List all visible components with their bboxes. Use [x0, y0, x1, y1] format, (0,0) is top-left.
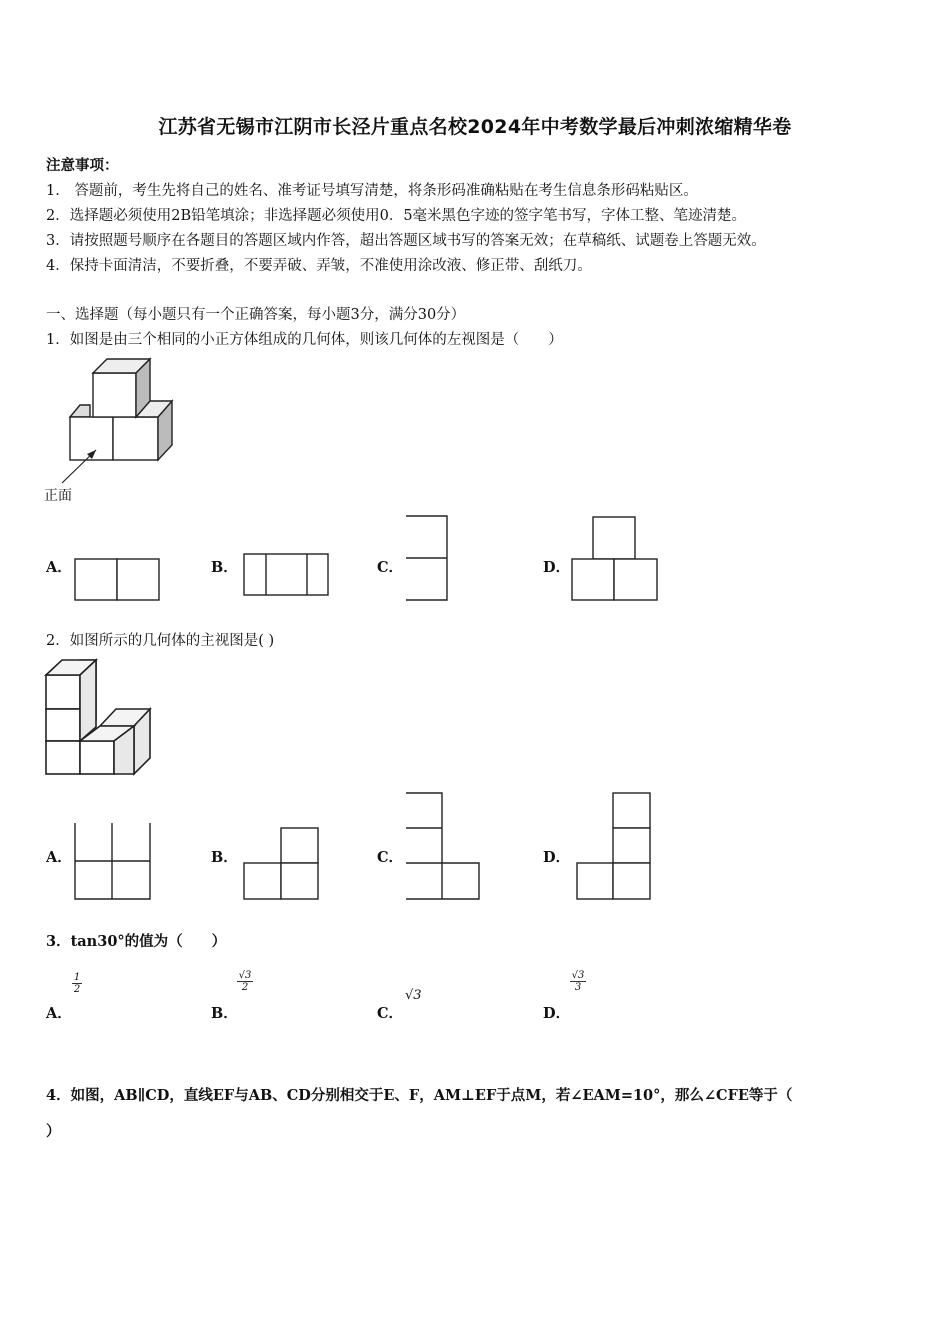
- q2-option-c[interactable]: C．: [377, 849, 404, 866]
- section-heading: 一、选择题（每小题只有一个正确答案，每小题3分，满分30分）: [46, 307, 466, 323]
- b-numerator: √3: [238, 970, 252, 981]
- q3-option-a-value: [72, 972, 82, 995]
- q3-option-b-value: [237, 970, 253, 993]
- q3-option-b[interactable]: B．: [211, 1005, 238, 1022]
- d-denominator: 3: [570, 981, 586, 993]
- q1-option-b[interactable]: B．: [211, 559, 238, 576]
- q2-option-b[interactable]: B．: [211, 849, 238, 866]
- question-2-text: 2．如图所示的几何体的主视图是( ): [46, 633, 275, 649]
- q2-option-b-figure: [243, 827, 321, 901]
- a-denominator: 2: [73, 984, 81, 995]
- q2-option-d[interactable]: D．: [543, 849, 571, 866]
- b-denominator: 2: [237, 981, 253, 993]
- q1-option-c-figure: [405, 515, 449, 601]
- q2-option-a[interactable]: A．: [46, 849, 72, 866]
- q2-option-c-figure: [405, 792, 483, 902]
- front-label: 正面: [44, 488, 72, 504]
- q1-option-b-figure: [243, 553, 329, 597]
- d-numerator: √3: [571, 970, 585, 981]
- q3-option-c[interactable]: C．: [377, 1005, 404, 1022]
- notice-item-3: 3．请按照题号顺序在各题目的答题区域内作答，超出答题区域书写的答案无效；在草稿纸、试题卷上答题无效。: [46, 233, 766, 249]
- notice-heading: 注意事项：: [46, 157, 119, 174]
- question-1-text: 1．如图是由三个相同的小正方体组成的几何体，则该几何体的左视图是（ ）: [46, 332, 563, 348]
- a-numerator: 1: [73, 972, 81, 983]
- q1-option-d[interactable]: D．: [543, 559, 571, 576]
- q1-solid-figure: [40, 355, 190, 505]
- q3-option-d[interactable]: D．: [543, 1005, 571, 1022]
- question-3-text: 3．tan30°的值为（ ）: [46, 933, 227, 950]
- q1-option-a[interactable]: A．: [46, 559, 72, 576]
- q2-solid-figure: [44, 660, 156, 778]
- question-4-text-cont: ）: [46, 1123, 61, 1140]
- notice-item-4: 4．保持卡面清洁，不要折叠，不要弄破、弄皱，不准使用涂改液、修正带、刮纸刀。: [46, 258, 592, 274]
- q1-option-a-figure: [74, 558, 160, 602]
- q2-option-d-figure: [576, 792, 654, 902]
- notice-item-1: 1． 答题前，考生先将自己的姓名、准考证号填写清楚，将条形码准确粘贴在考生信息条形码粘贴区。: [46, 183, 698, 199]
- notice-item-2: 2．选择题必须使用2B铅笔填涂；非选择题必须使用0．5毫米黑色字迹的签字笔书写，字体工整、笔迹清楚。: [46, 208, 747, 224]
- question-4-text: 4．如图，AB∥CD，直线EF与AB、CD分别相交于E、F，AM⊥EF于点M，若∠EAM=10°，那么∠CFE等于（: [46, 1087, 793, 1104]
- q3-option-d-value: [570, 970, 586, 993]
- q3-option-a[interactable]: A．: [46, 1005, 72, 1022]
- q2-option-a-figure: [74, 822, 152, 900]
- q3-option-c-value: √3: [405, 988, 422, 1003]
- page-title: 江苏省无锡市江阴市长泾片重点名校2024年中考数学最后冲刺浓缩精华卷: [158, 116, 792, 138]
- q1-option-c[interactable]: C．: [377, 559, 404, 576]
- q1-option-d-figure: [571, 516, 659, 602]
